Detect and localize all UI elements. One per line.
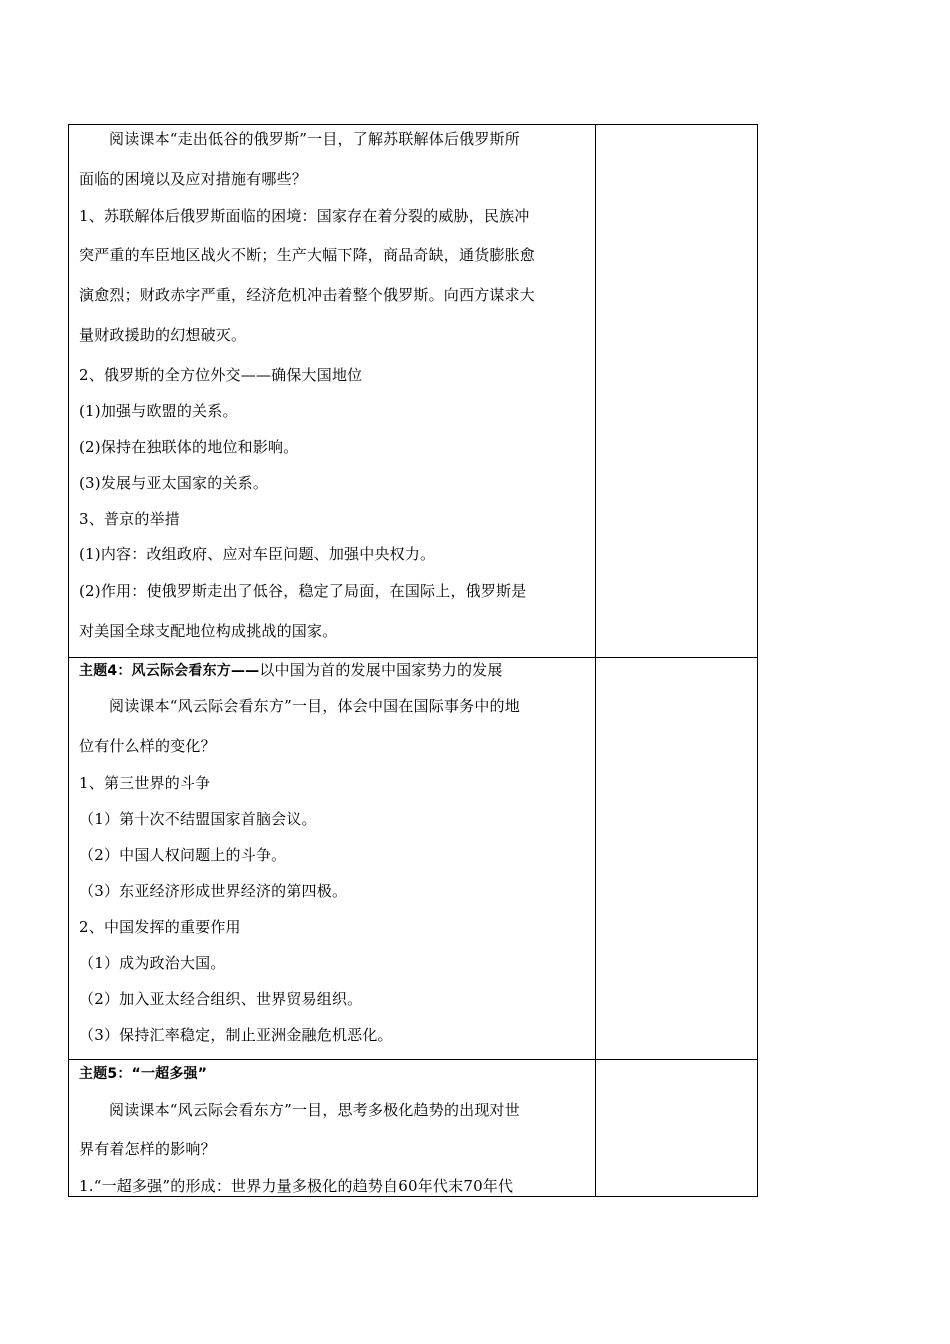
row-divider-1 [69,657,757,658]
section1-line-3: 1、苏联解体后俄罗斯面临的困境：国家存在着分裂的威胁，民族冲 [79,207,530,225]
section2-heading [79,660,589,681]
section2-line-2: 位有什么样的变化？ [79,737,216,755]
section1-line-13: (2)作用：使俄罗斯走出了低谷，稳定了局面，在国际上，俄罗斯是 [79,582,527,600]
content-table [68,124,758,1197]
column-divider [595,125,596,1196]
section1-line-12: (1)内容：改组政府、应对车臣问题、加强中央权力。 [79,545,436,563]
section2-line-5: （2）中国人权问题上的斗争。 [79,846,287,864]
section1-line-4: 突严重的车臣地区战火不断；生产大幅下降，商品奇缺，通货膨胀愈 [79,246,536,264]
section3-line-2: 界有着怎样的影响？ [79,1140,216,1158]
section2-line-8: （1）成为政治大国。 [79,954,226,972]
section1-line-8: (1)加强与欧盟的关系。 [79,402,238,420]
section1-line-14: 对美国全球支配地位构成挑战的国家。 [79,622,338,640]
section2-line-7: 2、中国发挥的重要作用 [79,918,241,936]
section1-line-6: 量财政援助的幻想破灭。 [79,326,247,344]
section3-heading [79,1063,589,1084]
section2-heading-bold: 主题4：风云际会看东方—— [79,663,260,679]
section3-line-1: 阅读课本“风云际会看东方”一目，思考多极化趋势的出现对世 [109,1101,520,1119]
section2-line-10: （3）保持汇率稳定，制止亚洲金融危机恶化。 [79,1026,393,1044]
section1-line-11: 3、普京的举措 [79,510,180,528]
section1-line-5: 演愈烈；财政赤字严重，经济危机冲击着整个俄罗斯。向西方谋求大 [79,286,536,304]
section2-line-3: 1、第三世界的斗争 [79,774,211,792]
section2-line-6: （3）东亚经济形成世界经济的第四极。 [79,882,348,900]
section3-line-3: 1.“一超多强”的形成：世界力量多极化的趋势自60年代末70年代 [79,1177,514,1195]
section2-line-9: （2）加入亚太经合组织、世界贸易组织。 [79,990,363,1008]
section2-line-4: （1）第十次不结盟国家首脑会议。 [79,810,317,828]
section1-line-1: 阅读课本“走出低谷的俄罗斯”一目，了解苏联解体后俄罗斯所 [109,130,520,148]
section3-heading-bold: 主题5：“一超多强” [79,1066,208,1082]
section1-line-7: 2、俄罗斯的全方位外交——确保大国地位 [79,366,363,384]
section2-line-1: 阅读课本“风云际会看东方”一目，体会中国在国际事务中的地 [109,697,520,715]
section2-heading-rest: 以中国为首的发展中国家势力的发展 [259,661,503,679]
section1-line-10: (3)发展与亚太国家的关系。 [79,474,269,492]
row-divider-2 [69,1059,757,1060]
section1-line-2: 面临的困境以及应对措施有哪些？ [79,170,308,188]
section1-line-9: (2)保持在独联体的地位和影响。 [79,438,299,456]
